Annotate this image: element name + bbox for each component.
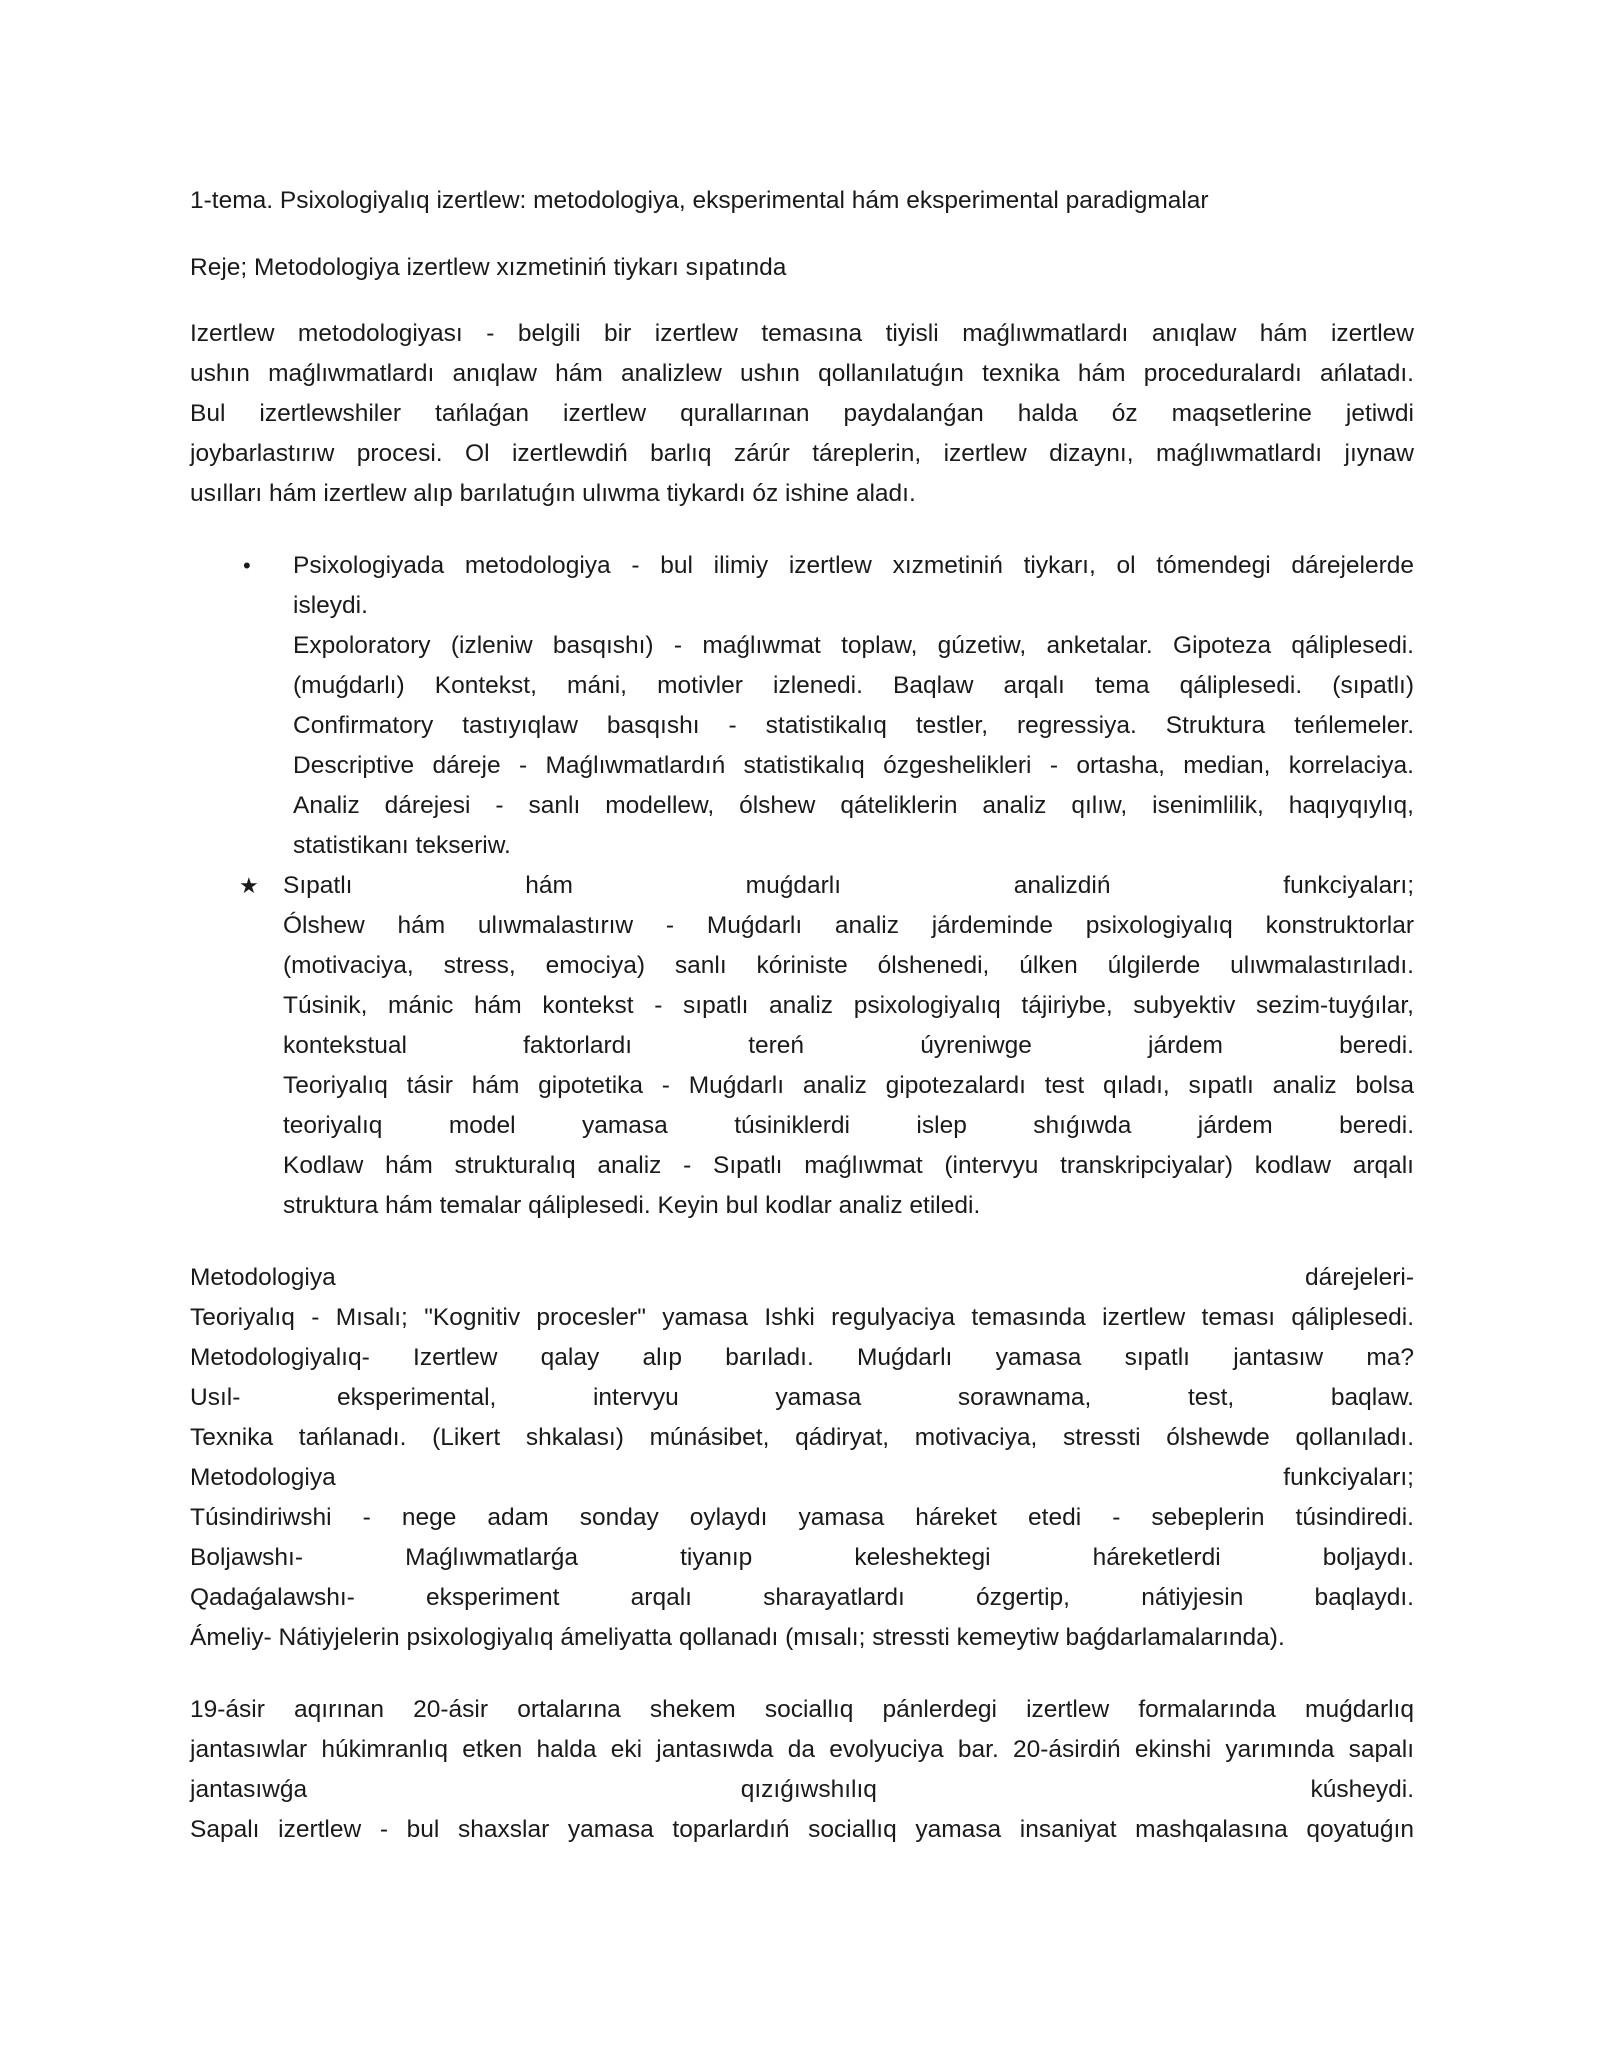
bullet2-line-1: Sıpatlı hám muǵdarlı analizdiń funkciyaları; [283,872,1414,899]
intro-line-1: Izertlew metodologiyası - belgili bir izertlew temasına tiyisli maǵlıwmatlardı anıqlaw hám izertlew [190,320,1414,347]
levels-line-5: Texnika tańlanadı. (Likert shkalası) múnásibet, qádiryat, motivaciya, stressti ólshewde qollanıladı. [190,1424,1414,1451]
levels-line-9: Qadaǵalawshı- eksperiment arqalı sharayatlardı ózgertip, nátiyjesin baqlaydı. [190,1584,1414,1611]
intro-line-5: usılları hám izertlew alıp barılatuǵın ulıwma tiykardı óz ishine aladı. [190,480,916,507]
history-line-4: Sapalı izertlew - bul shaxslar yamasa toparlardıń sociallıq yamasa insaniyat mashqalasına qoyatuǵın [190,1816,1414,1843]
plan-line: Reje; Metodologiya izertlew xızmetiniń tiykarı sıpatında [190,254,787,281]
star-bullet-icon: ★ [239,873,259,898]
intro-line-3: Bul izertlewshiler tańlaǵan izertlew qurallarınan paydalanǵan halda óz maqsetlerine jetiwdi [190,400,1414,427]
bullet2-line-7: teoriyalıq model yamasa túsiniklerdi islep shıǵıwda járdem beredi. [283,1112,1414,1139]
levels-line-6: Metodologiya funkciyaları; [190,1464,1414,1491]
levels-line-3: Metodologiyalıq- Izertlew qalay alıp barıladı. Muǵdarlı yamasa sıpatlı jantasıw ma? [190,1344,1414,1371]
intro-line-4: joybarlastırıw procesi. Ol izertlewdiń barlıq zárúr táreplerin, izertlew dizaynı, maǵlıwmatlardı jıynaw [190,440,1414,467]
bullet2-line-6: Teoriyalıq tásir hám gipotetika - Muǵdarlı analiz gipotezalardı test qıladı, sıpatlı analiz bolsa [283,1072,1414,1099]
bullet1-line-5: Confirmatory tastıyıqlaw basqıshı - statistikalıq testler, regressiya. Struktura teńlemeler. [293,712,1414,739]
history-line-1: 19-ásir aqırınan 20-ásir ortalarına shekem sociallıq pánlerdegi izertlew formalarında muǵdarlıq [190,1696,1414,1723]
history-line-2: jantasıwlar húkimranlıq etken halda eki jantasıwda da evolyuciya bar. 20-ásirdiń ekinshi yarımında sapalı [190,1736,1414,1763]
bullet1-line-8: statistikanı tekseriw. [293,832,511,859]
bullet2-line-4: Túsinik, mánic hám kontekst - sıpatlı analiz psixologiyalıq tájiriybe, subyektiv sezim-tuyǵılar, [283,992,1414,1019]
bullet1-line-2: isleydi. [293,592,368,619]
levels-line-8: Boljawshı- Maǵlıwmatlarǵa tiyanıp keleshektegi háreketlerdi boljaydı. [190,1544,1414,1571]
levels-line-7: Túsindiriwshi - nege adam sonday oylaydı yamasa háreket etedi - sebeplerin túsindiredi. [190,1504,1414,1531]
levels-line-10: Ámeliy- Nátiyjelerin psixologiyalıq ámeliyatta qollanadı (mısalı; stressti kemeytiw baǵdarlamalarında). [190,1624,1285,1651]
levels-line-4: Usıl- eksperimental, intervyu yamasa sorawnama, test, baqlaw. [190,1384,1414,1411]
document-title: 1-tema. Psixologiyalıq izertlew: metodologiya, eksperimental hám eksperimental paradigmalar [190,187,1209,214]
bullet2-line-5: kontekstual faktorlardı tereń úyreniwge járdem beredi. [283,1032,1414,1059]
bullet2-line-2: Ólshew hám ulıwmalastırıw - Muǵdarlı analiz járdeminde psixologiyalıq konstruktorlar [283,912,1414,939]
bullet1-line-6: Descriptive dáreje - Maǵlıwmatlardıń statistikalıq ózgeshelikleri - ortasha, median, korrelaciya. [293,752,1414,779]
levels-line-1: Metodologiya dárejeleri- [190,1264,1414,1291]
bullet1-line-1: Psixologiyada metodologiya - bul ilimiy izertlew xızmetiniń tiykarı, ol tómendegi dárejelerde [293,552,1414,579]
bullet1-line-3: Expoloratory (izleniw basqıshı) - maǵlıwmat toplaw, gúzetiw, anketalar. Gipoteza qáliplesedi. [293,632,1414,659]
bullet-dot-icon: • [243,553,251,578]
bullet1-line-4: (muǵdarlı) Kontekst, máni, motivler izlenedi. Baqlaw arqalı tema qáliplesedi. (sıpatlı) [293,672,1414,699]
levels-line-2: Teoriyalıq - Mısalı; "Kognitiv procesler" yamasa Ishki regulyaciya temasında izertlew teması qáliplesedi. [190,1304,1414,1331]
bullet2-line-9: struktura hám temalar qáliplesedi. Keyin bul kodlar analiz etiledi. [283,1192,981,1219]
history-line-3: jantasıwǵa qızıǵıwshılıq kúsheydi. [190,1776,1414,1803]
bullet1-line-7: Analiz dárejesi - sanlı modellew, ólshew qáteliklerin analiz qılıw, isenimlilik, haqıyqıylıq, [293,792,1414,819]
bullet2-line-3: (motivaciya, stress, emociya) sanlı kóriniste ólshenedi, úlken úlgilerde ulıwmalastırıladı. [283,952,1414,979]
intro-line-2: ushın maǵlıwmatlardı anıqlaw hám analizlew ushın qollanılatuǵın texnika hám proceduralardı ańlatadı. [190,360,1414,387]
bullet2-line-8: Kodlaw hám strukturalıq analiz - Sıpatlı maǵlıwmat (intervyu transkripciyalar) kodlaw arqalı [283,1152,1414,1179]
